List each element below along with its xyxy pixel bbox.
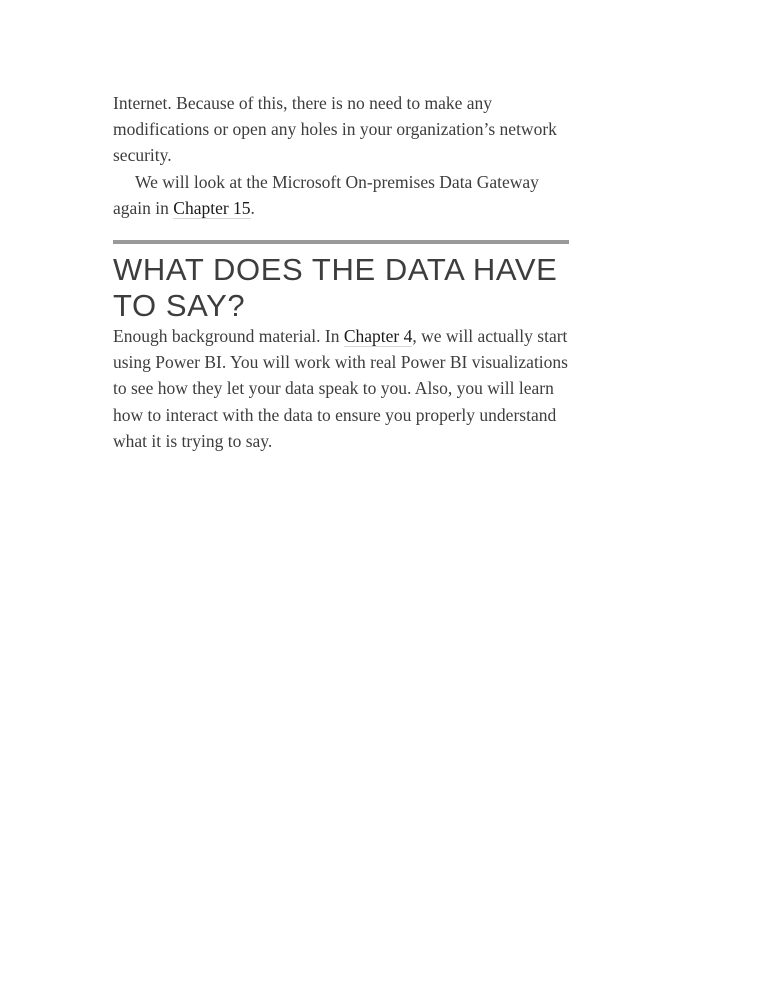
- page-content: [113, 90, 571, 454]
- chapter-4-link[interactable]: Chapter 4: [343, 326, 413, 347]
- paragraph-text: , we will actually start using Power BI. You will work with real Power BI visualizations to see how they let your data speak to you. Also, you will learn how to interact with the data to ensure you properly understand what it is trying to say.: [113, 326, 568, 451]
- paragraph-text: Enough background material. In: [113, 326, 344, 347]
- paragraph-gateway: [113, 169, 571, 221]
- paragraph-text: We will look at the Microsoft On-premises Data Gateway again in: [113, 171, 539, 218]
- paragraph-text: .: [250, 197, 255, 218]
- section-divider: [113, 240, 569, 244]
- paragraph-network-security: [113, 90, 571, 169]
- chapter-15-link[interactable]: Chapter 15: [173, 197, 251, 218]
- paragraph-section-body: [113, 323, 571, 454]
- paragraph-text: Internet. Because of this, there is no need to make any modifications or open any holes in your organization’s network security.: [113, 93, 557, 166]
- section-heading: WHAT DOES THE DATA HAVE TO SAY?: [113, 252, 558, 323]
